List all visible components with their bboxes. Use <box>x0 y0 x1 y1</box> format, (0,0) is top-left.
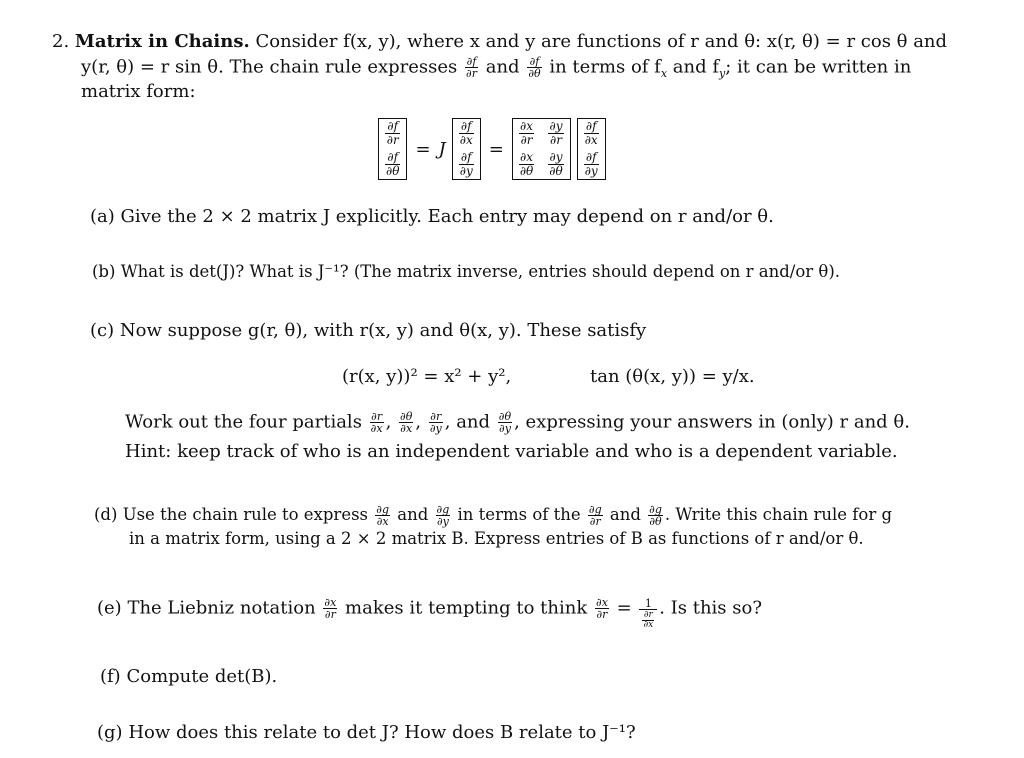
part-e-text-a: The Liebniz notation <box>127 597 316 619</box>
part-e-label: (e) <box>97 597 122 619</box>
part-c-work-text-a: Work out the four partials <box>125 411 362 433</box>
part-d: (d) Use the chain rule to express $\frac{\partial g}{\partial x}$ and $\frac{\partial g}{\partial y}$ in terms of the $\frac{\partial g}{\partial r}$ and $\frac{\partial g}{\partial\theta}$ . Write this chain rule for g <box>94 503 893 528</box>
part-c-work-text-b: , expressing your answers in (only) r and θ. <box>514 411 910 433</box>
part-c-and: and <box>456 411 491 433</box>
part-c-work-line: Work out the four partials $\frac{\partial r}{\partial x}$ , $\frac{\partial\theta}{\partial x}$ , $\frac{\partial r}{\partial y}$ , and $\frac{\partial\theta}{\partial y}$ , expressing your answers in (only) r and θ. <box>125 410 910 435</box>
fraction-dx-dr: $\frac{\partial x}{\partial r}$ <box>324 596 337 621</box>
fraction-dtheta-dy: $\frac{\partial\theta}{\partial y}$ <box>498 410 512 435</box>
part-c-hint: Hint: keep track of who is an independent variable and who is a dependent variable. <box>125 441 898 462</box>
problem-intro-line2: y(r, θ) = r sin θ. The chain rule expresses $\frac{\partial f}{\partial r}$ and $\frac{\partial f}{\partial\theta}$ in terms of $f_x$ and $f_y$; it can be written in <box>81 55 912 81</box>
part-b-text: What is det(J)? What is J⁻¹? (The matrix inverse, entries should depend on r and/or θ). <box>120 262 841 281</box>
part-d-text-a: Use the chain rule to express <box>122 505 369 524</box>
fraction-dr-dx: $\frac{\partial r}{\partial x}$ <box>370 410 383 435</box>
equals-sign-2: = <box>488 138 504 160</box>
intro-and: and <box>485 56 520 78</box>
intro-text-2b: in terms of f <box>549 56 661 78</box>
problem-number: 2. <box>52 31 70 52</box>
part-b-label: (b) <box>92 262 116 281</box>
equals-sign-1: = <box>415 138 431 160</box>
part-f <box>100 666 277 688</box>
vector-df-polar: $\frac{\partial f}{\partial r}$ $\frac{\partial f}{\partial\theta}$ <box>378 118 407 180</box>
intro-text-2d: ; it can be written in <box>725 56 912 78</box>
fraction-df-dtheta: $\frac{\partial f}{\partial\theta}$ <box>528 55 541 80</box>
problem-intro-line1 <box>52 31 947 53</box>
part-d-label: (d) <box>94 505 118 524</box>
part-d-text-b: in terms of the <box>457 505 581 524</box>
part-d-text-c: . Write this chain rule for g <box>664 505 893 524</box>
part-e-text-c: . Is this so? <box>659 597 762 619</box>
part-g-text: How does this relate to det J? How does B relate to J⁻¹? <box>128 722 636 743</box>
problem-title: Matrix in Chains. <box>74 31 250 52</box>
part-a-text: Give the 2 × 2 matrix J explicitly. Each entry may depend on r and/or θ. <box>120 206 774 227</box>
intro-text-2c: and f <box>672 56 720 78</box>
fraction-dx-dr-2: $\frac{\partial x}{\partial r}$ <box>596 596 608 621</box>
part-c-equation-1: (r(x, y))² = x² + y², <box>342 366 512 387</box>
fraction-dg-dtheta: $\frac{\partial g}{\partial\theta}$ <box>649 503 662 528</box>
part-b <box>92 261 840 283</box>
matrix-J-symbol: J <box>438 138 446 160</box>
part-d-line2: in a matrix form, using a 2 × 2 matrix B. Express entries of B as functions of r and/or θ. <box>129 529 864 548</box>
fraction-reciprocal: $\frac{1}{\frac{\partial r}{\partial x}}$ <box>639 598 657 630</box>
intro-text-1: Consider f(x, y), where x and y are functions of r and θ: x(r, θ) = r cos θ and <box>255 31 948 52</box>
part-a <box>90 206 774 228</box>
intro-text-2a: y(r, θ) = r sin θ. The chain rule expresses <box>81 56 458 78</box>
fraction-df-dr: $\frac{\partial f}{\partial r}$ <box>466 55 477 80</box>
part-c-equation-2: tan (θ(x, y)) = y/x. <box>590 366 755 387</box>
part-a-label: (a) <box>90 206 115 227</box>
part-g-label: (g) <box>97 722 123 743</box>
intro-text-3: matrix form: <box>81 81 196 102</box>
part-g <box>97 722 636 744</box>
fraction-dtheta-dx: $\frac{\partial\theta}{\partial x}$ <box>400 410 413 435</box>
part-c <box>90 320 646 342</box>
part-e-text-b: makes it tempting to think <box>345 597 588 619</box>
part-c-label: (c) <box>90 320 115 341</box>
fraction-dg-dx: $\frac{\partial g}{\partial x}$ <box>376 503 390 528</box>
part-f-text: Compute det(B). <box>126 666 278 687</box>
part-c-text: Now suppose g(r, θ), with r(x, y) and θ(x, y). These satisfy <box>119 320 647 341</box>
part-f-label: (f) <box>100 666 121 687</box>
jacobian-matrix: $\frac{\partial x}{\partial r}$ $\frac{\partial y}{\partial r}$ $\frac{\partial x}{\partial\theta}$ $\frac{\partial y}{\partial\theta}$ <box>512 118 571 180</box>
fraction-dg-dr: $\frac{\partial g}{\partial r}$ <box>588 503 602 528</box>
fraction-dg-dy: $\frac{\partial g}{\partial y}$ <box>436 503 450 528</box>
fraction-dr-dy: $\frac{\partial r}{\partial y}$ <box>429 410 442 435</box>
part-e: (e) The Liebniz notation $\frac{\partial x}{\partial r}$ makes it tempting to think $\frac{\partial x}{\partial r}$ = $\frac{1}{\frac{\partial r}{\partial x}}$ . Is this so? <box>97 596 762 630</box>
matrix-equation <box>378 118 606 180</box>
vector-df-cartesian-2: $\frac{\partial f}{\partial x}$ $\frac{\partial f}{\partial y}$ <box>577 118 606 180</box>
vector-df-cartesian: $\frac{\partial f}{\partial x}$ $\frac{\partial f}{\partial y}$ <box>452 118 481 180</box>
